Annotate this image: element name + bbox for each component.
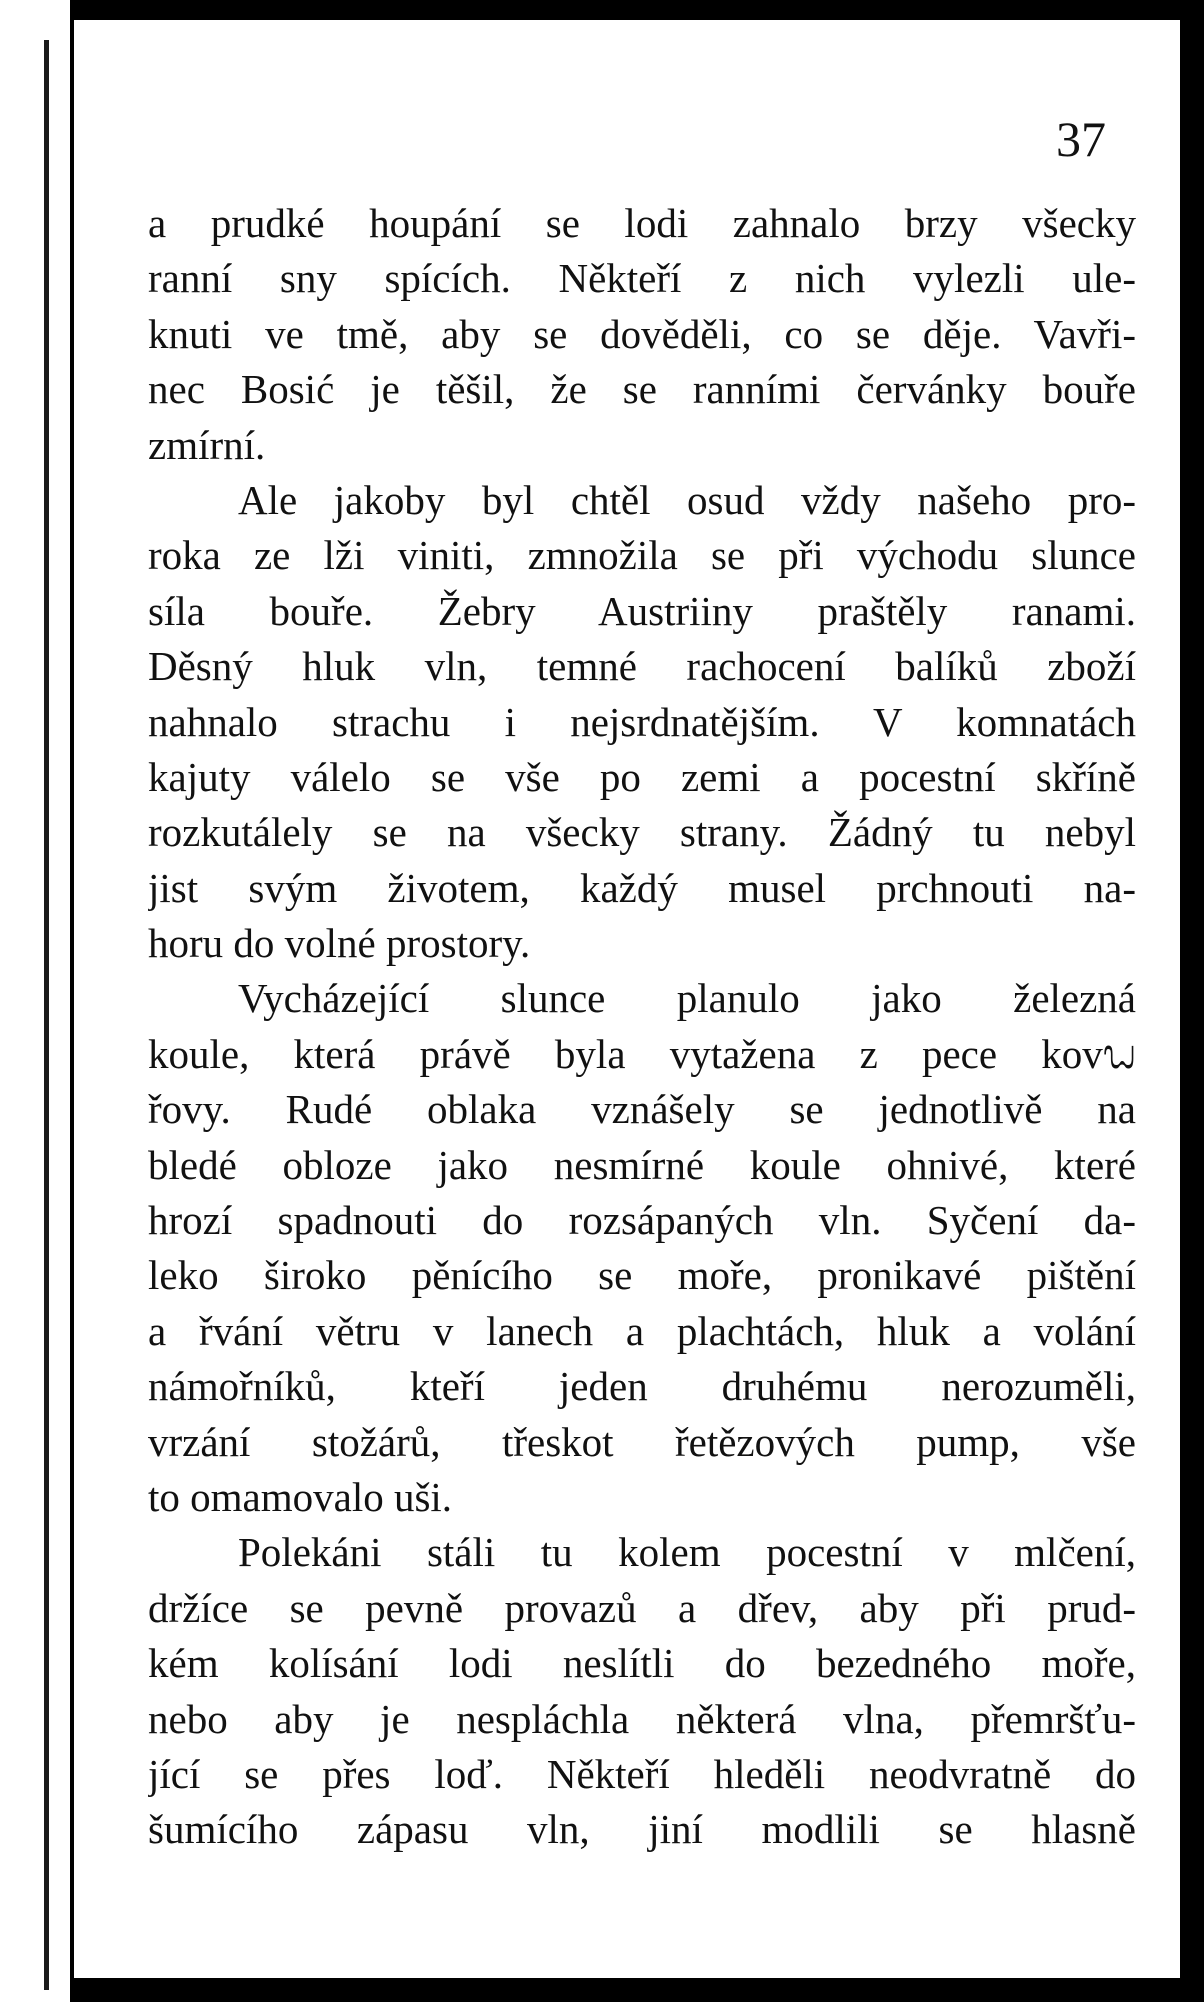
text-line: knuti ve tmě, aby se dověděli, co se děje. Vavři- — [148, 310, 1136, 357]
text-line: nebo aby je nespláchla některá vlna, přemršťu- — [148, 1695, 1136, 1742]
text-line: horu do volné prostory. — [148, 920, 531, 967]
text-line: zmírní. — [148, 421, 266, 468]
body-text — [148, 196, 1136, 1858]
text-line: roka ze lži viniti, zmnožila se při východu slunce — [148, 532, 1136, 579]
text-line: kajuty válelo se vše po zemi a pocestní skříně — [148, 753, 1136, 800]
adjacent-page-edge — [0, 0, 70, 2002]
text-line: jící se přes loď. Někteří hleděli neodvratně do — [148, 1750, 1136, 1797]
text-line: to omamovalo uši. — [148, 1473, 453, 1520]
text-line: Děsný hluk vln, temné rachocení balíků zboží — [148, 643, 1136, 690]
book-page — [74, 20, 1180, 1978]
text-line: šumícího zápasu vln, jiní modlili se hlasně — [148, 1806, 1136, 1853]
text-line: držíce se pevně provazů a dřev, aby při prud- — [148, 1584, 1136, 1631]
text-line: a prudké houpání se lodi zahnalo brzy všecky — [148, 200, 1136, 246]
text-line: vrzání stožárů, třeskot řetězových pump, vše — [148, 1418, 1136, 1465]
text-line: bledé obloze jako nesmírné koule ohnivé, které — [148, 1141, 1136, 1188]
page-number: 37 — [1056, 111, 1106, 167]
text-line: Vycházející slunce planulo jako železná — [238, 975, 1136, 1022]
text-line: nec Bosić je těšil, že se ranními červánky bouře — [148, 366, 1136, 413]
text-line: koule, která právě byla vytažena z pece kovᬠ — [148, 1030, 1136, 1077]
text-line: jist svým životem, každý musel prchnouti na- — [148, 864, 1136, 911]
text-line: a řvání větru v lanech a plachtách, hluk a volání — [148, 1307, 1136, 1354]
text-line: řovy. Rudé oblaka vznášely se jednotlivě na — [148, 1086, 1136, 1133]
text-line: námořníků, kteří jeden druhému nerozuměli, — [148, 1363, 1136, 1410]
text-line: ranní sny spících. Někteří z nich vylezli ule- — [148, 255, 1136, 302]
text-line: Polekáni stáli tu kolem pocestní v mlčení, — [238, 1529, 1136, 1576]
text-line: leko široko pěnícího se moře, pronikavé pištění — [148, 1252, 1136, 1299]
text-line: hrozí spadnouti do rozsápaných vln. Syčení da- — [148, 1197, 1136, 1244]
text-line: kém kolísání lodi neslítli do bezedného moře, — [148, 1640, 1136, 1687]
text-line: nahnalo strachu i nejsrdnatějším. V komnatách — [148, 698, 1136, 745]
text-line: rozkutálely se na všecky strany. Žádný tu nebyl — [148, 809, 1136, 856]
text-line: síla bouře. Žebry Austriiny praštěly ranami. — [148, 587, 1136, 634]
text-line: Ale jakoby byl chtěl osud vždy našeho pro- — [238, 476, 1136, 523]
